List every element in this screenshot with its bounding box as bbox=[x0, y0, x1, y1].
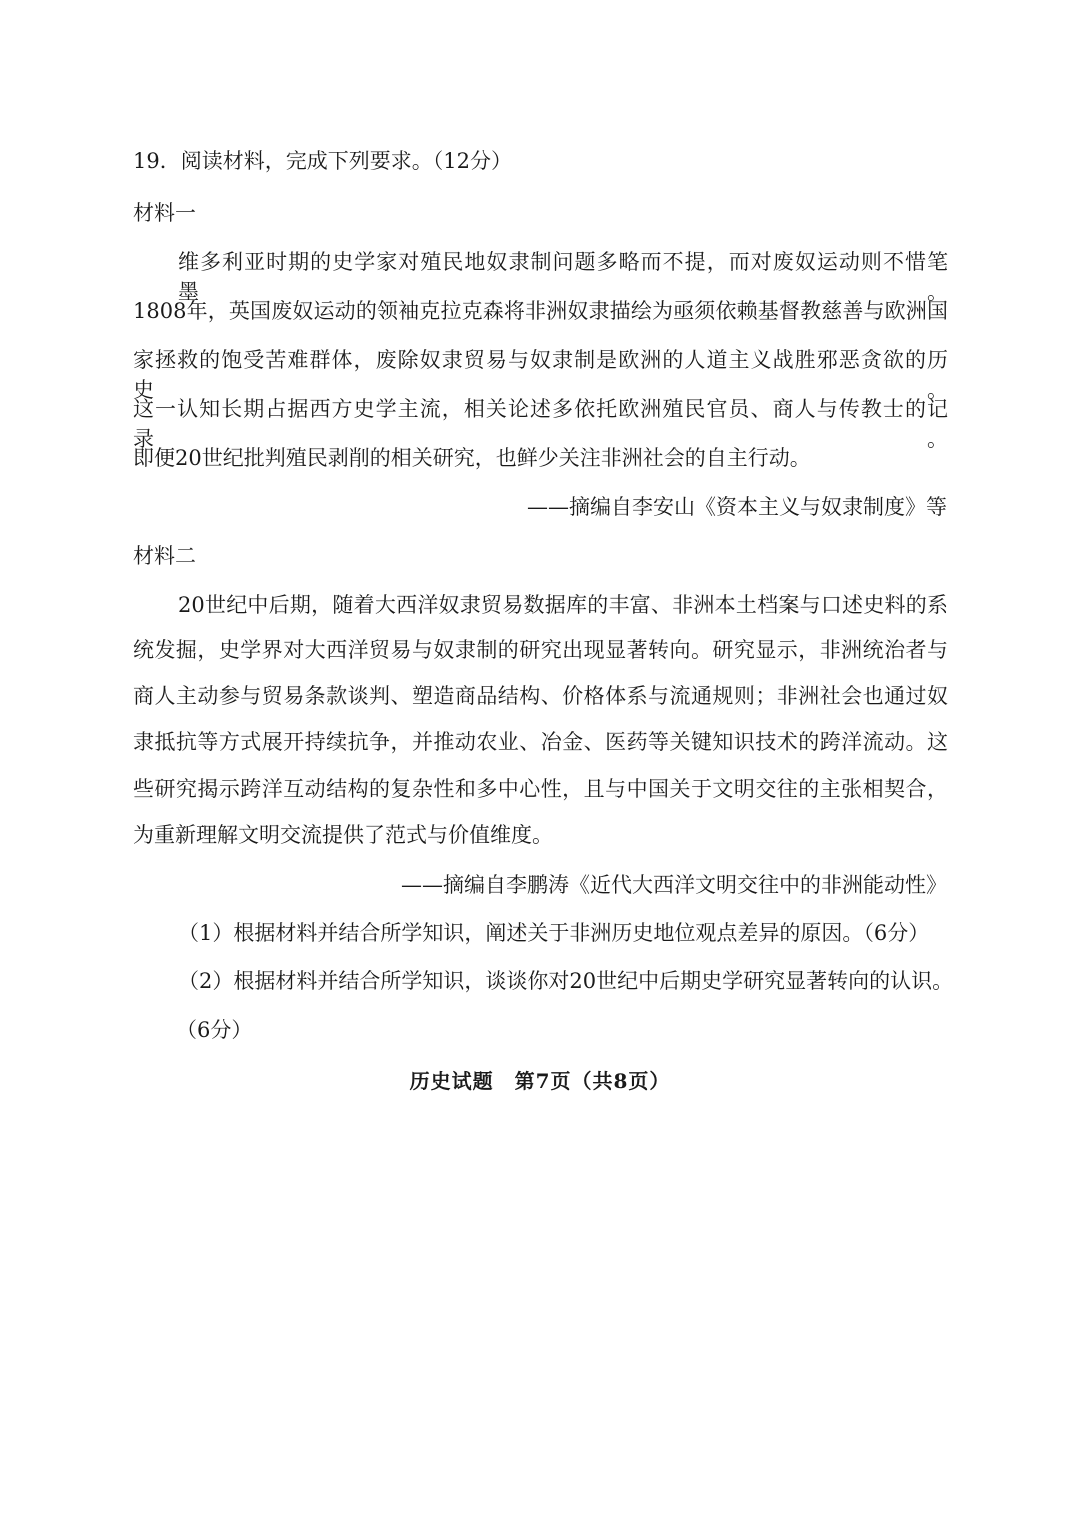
subquestion-2: （2）根据材料并结合所学知识，谈谈你对20世纪中后期史学研究显著转向的认识。 bbox=[178, 969, 954, 993]
material2-paragraph-line: 商人主动参与贸易条款谈判、塑造商品结构、价格体系与流通规则；非洲社会也通过奴 bbox=[133, 684, 948, 708]
material2-paragraph-line: 20世纪中后期，随着大西洋奴隶贸易数据库的丰富、非洲本土档案与口述史料的系 bbox=[178, 593, 948, 617]
material1-paragraph-line: 1808年，英国废奴运动的领袖克拉克森将非洲奴隶描绘为亟须依赖基督教慈善与欧洲国 bbox=[133, 299, 948, 323]
material1-source: ——摘编自李安山《资本主义与奴隶制度》等 bbox=[527, 495, 947, 519]
material2-paragraph-line: 统发掘，史学界对大西洋贸易与奴隶制的研究出现显著转向。研究显示，非洲统治者与 bbox=[133, 638, 948, 662]
question-title: 19．阅读材料，完成下列要求。（12分） bbox=[133, 149, 512, 173]
material2-source: ——摘编自李鹏涛《近代大西洋文明交往中的非洲能动性》 bbox=[401, 873, 947, 897]
material1-paragraph-line: 维多利亚时期的史学家对殖民地奴隶制问题多略而不提，而对废奴运动则不惜笔墨。 bbox=[178, 250, 948, 304]
material2-paragraph-line: 为重新理解文明交流提供了范式与价值维度。 bbox=[133, 823, 553, 847]
material2-heading: 材料二 bbox=[133, 544, 196, 568]
material1-paragraph-line: 家拯救的饱受苦难群体，废除奴隶贸易与奴隶制是欧洲的人道主义战胜邪恶贪欲的历史。 bbox=[133, 348, 948, 402]
page-footer: 历史试题 第7页（共8页） bbox=[409, 1069, 671, 1093]
material1-paragraph-line: 即便20世纪批判殖民剥削的相关研究，也鲜少关注非洲社会的自主行动。 bbox=[133, 446, 811, 470]
material2-paragraph-line: 隶抵抗等方式展开持续抗争，并推动农业、冶金、医药等关键知识技术的跨洋流动。这 bbox=[133, 730, 948, 754]
subquestion-1: （1）根据材料并结合所学知识，阐述关于非洲历史地位观点差异的原因。（6分） bbox=[178, 921, 930, 945]
material2-paragraph-line: 些研究揭示跨洋互动结构的复杂性和多中心性，且与中国关于文明交往的主张相契合， bbox=[133, 777, 948, 801]
material1-paragraph-line: 这一认知长期占据西方史学主流，相关论述多依托欧洲殖民官员、商人与传教士的记录。 bbox=[133, 397, 948, 451]
subquestion-2-score: （6分） bbox=[176, 1018, 253, 1042]
material1-heading: 材料一 bbox=[133, 201, 196, 225]
